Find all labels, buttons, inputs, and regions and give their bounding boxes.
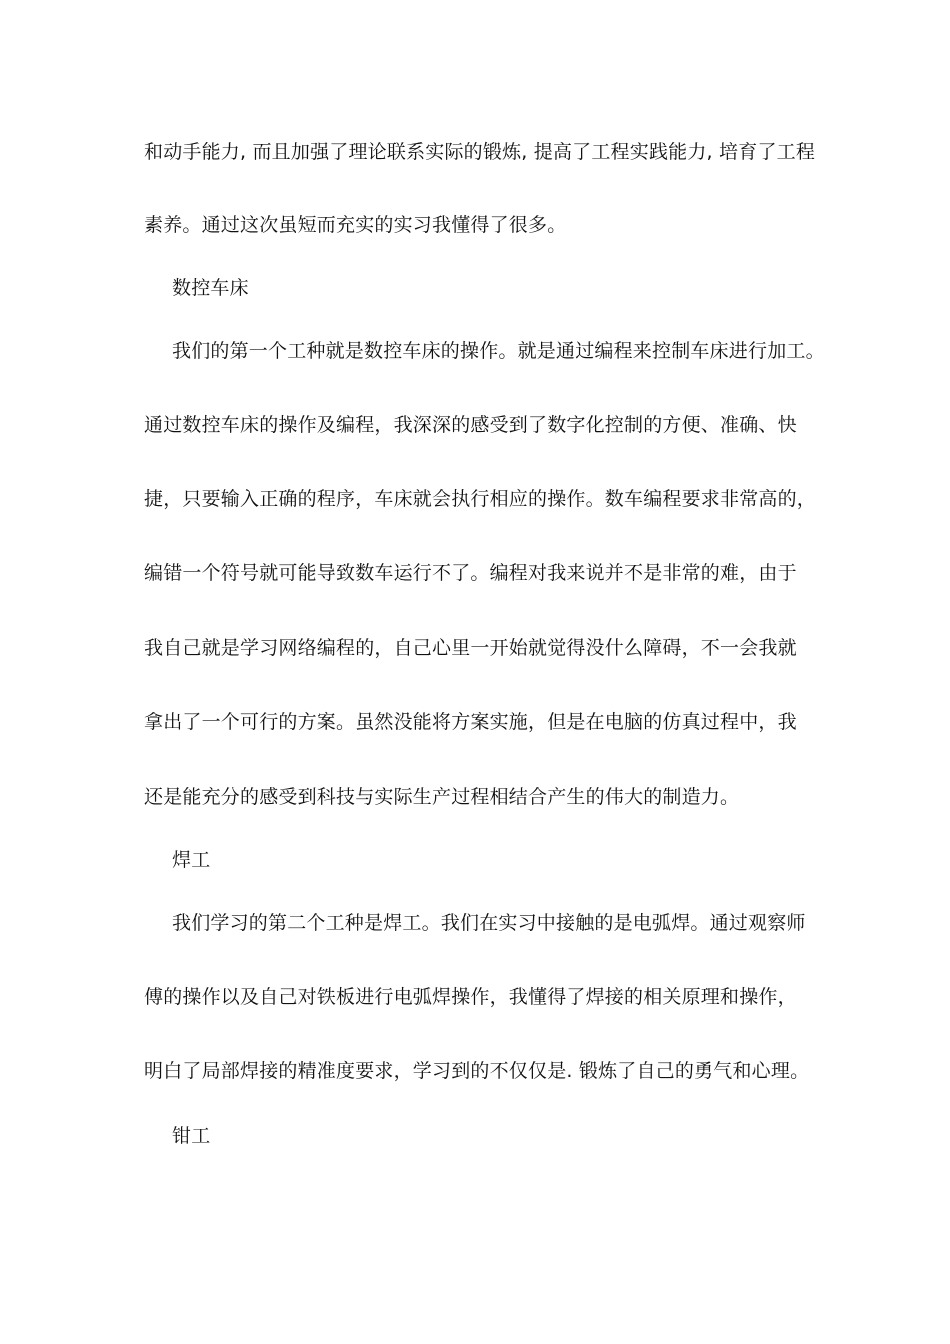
paragraph-line: 和动手能力, 而且加强了理论联系实际的锻炼, 提高了工程实践能力, 培育了工程 <box>144 141 816 163</box>
paragraph-line: 明白了局部焊接的精准度要求，学习到的不仅仅是. 锻炼了自己的勇气和心理。 <box>144 1060 810 1082</box>
paragraph-line: 拿出了一个可行的方案。虽然没能将方案实施，但是在电脑的仿真过程中，我 <box>144 711 797 733</box>
paragraph-line: 傅的操作以及自己对铁板进行电弧焊操作，我懂得了焊接的相关原理和操作， <box>144 986 797 1008</box>
paragraph-line: 我自己就是学习网络编程的，自己心里一开始就觉得没什么障碍，不一会我就 <box>144 637 797 659</box>
paragraph-line: 通过数控车床的操作及编程，我深深的感受到了数字化控制的方便、准确、快 <box>144 414 797 436</box>
section-heading-cnc-lathe: 数控车床 <box>172 277 249 299</box>
paragraph-line: 还是能充分的感受到科技与实际生产过程相结合产生的伟大的制造力。 <box>144 786 740 808</box>
section-heading-welding: 焊工 <box>172 849 211 871</box>
paragraph-line: 素养。通过这次虽短而充实的实习我懂得了很多。 <box>144 214 567 236</box>
paragraph-line: 我们学习的第二个工种是焊工。我们在实习中接触的是电弧焊。通过观察师 <box>172 912 806 934</box>
section-heading-fitter: 钳工 <box>172 1125 211 1147</box>
paragraph-line: 编错一个符号就可能导致数车运行不了。编程对我来说并不是非常的难，由于 <box>144 562 797 584</box>
paragraph-line: 捷，只要输入正确的程序，车床就会执行相应的操作。数车编程要求非常高的， <box>144 488 817 510</box>
paragraph-line: 我们的第一个工种就是数控车床的操作。就是通过编程来控制车床进行加工。 <box>172 340 825 362</box>
